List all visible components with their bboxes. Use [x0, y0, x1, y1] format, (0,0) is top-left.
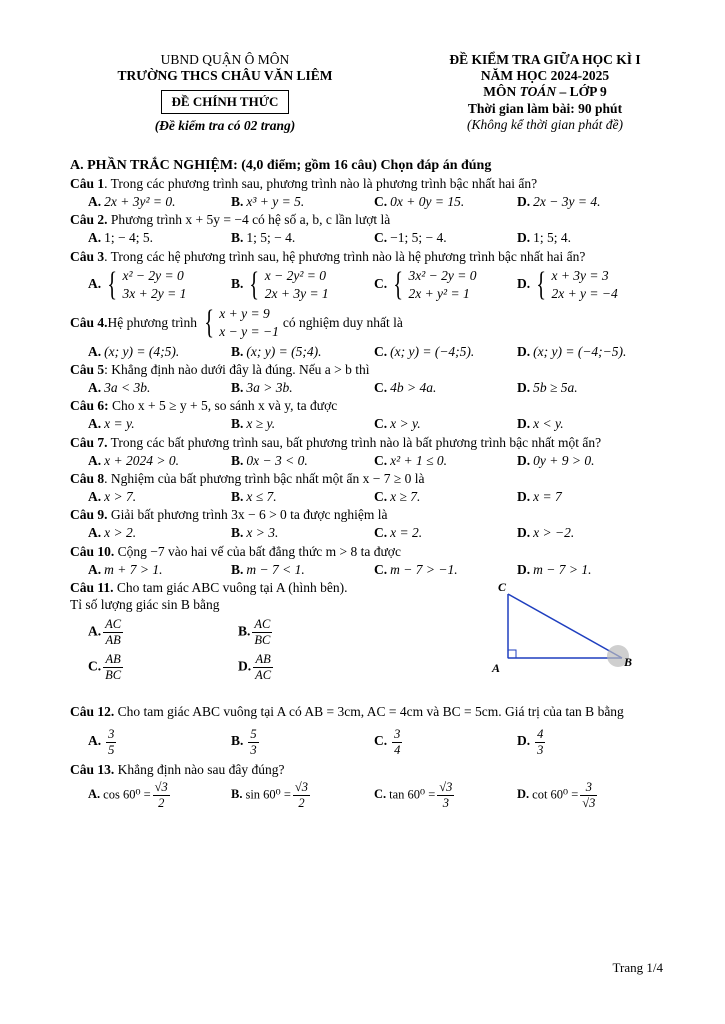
option-a[interactable]: A. $\frac{AC}{AB}$ [88, 617, 122, 648]
options-q7 [70, 453, 660, 469]
option-d[interactable]: D. m − 7 > 1. [517, 561, 592, 577]
subject-name: TOÁN [519, 84, 557, 100]
option-c[interactable]: C. 4b > 4a. [374, 379, 437, 395]
options-q12 [70, 727, 660, 758]
options-q9 [70, 525, 660, 541]
question-1 [70, 176, 660, 192]
brace-icon: { [204, 304, 215, 342]
option-b[interactable]: B. 1; 5; − 4. [231, 230, 296, 246]
equation-system: { x + y = 9 x − y = −1 [204, 304, 279, 342]
option-a[interactable]: A. 3a < 3b. [88, 379, 151, 395]
school-name: TRƯỜNG THCS CHÂU VĂN LIÊM [117, 68, 333, 84]
options-q4 [70, 344, 660, 360]
question-6 [70, 398, 660, 414]
section-heading: A. PHẦN TRẮC NGHIỆM: (4,0 điểm; gồm 16 câu) Chọn đáp án đúng [70, 158, 492, 173]
subject-suffix: – LỚP 9 [556, 84, 607, 100]
header-left [100, 52, 350, 134]
option-d[interactable]: D. $\frac{AB}{AC}$ [238, 652, 272, 683]
options-q5 [70, 380, 660, 396]
option-c[interactable]: C. −1; 5; − 4. [374, 230, 447, 246]
option-c[interactable]: C. $\frac{AB}{BC}$ [88, 652, 122, 683]
option-b[interactable]: B. x ≥ y. [231, 416, 276, 432]
district: UBND QUẬN Ô MÔN [160, 52, 290, 67]
option-a[interactable]: A. cos 60⁰ = $\frac{√3}{2}$ [88, 779, 168, 810]
question-label: Câu 8 [70, 470, 105, 486]
option-c[interactable]: C. $\frac{3}{4}$ [374, 726, 401, 757]
subject-prefix: MÔN [483, 84, 520, 100]
question-text: Trong các bất phương trình sau, bất phương trình nào là bất phương trình bậc nhất một ẩn? [107, 434, 602, 450]
option-a[interactable]: A. x + 2024 > 0. [88, 452, 179, 468]
option-d[interactable]: D. 2x − 3y = 4. [517, 193, 601, 209]
options-q2 [70, 230, 660, 246]
question-label: Câu 4. [70, 315, 108, 331]
options-q10 [70, 562, 660, 578]
question-3 [70, 249, 660, 265]
pages-note: (Đề kiểm tra có 02 trang) [154, 117, 296, 133]
brace-icon: { [536, 265, 547, 303]
exam-content [70, 158, 660, 813]
side-cb [508, 594, 622, 658]
question-text: Hệ phương trình [107, 315, 197, 331]
option-a[interactable]: A. m + 7 > 1. [88, 561, 163, 577]
option-c[interactable]: C. { 3x² − 2y = 0 2x + y² = 1 [374, 265, 477, 303]
option-b[interactable]: B. 0x − 3 < 0. [231, 452, 308, 468]
question-label: Câu 3 [70, 248, 105, 264]
option-a[interactable]: A. x = y. [88, 416, 135, 432]
question-label: Câu 5 [70, 361, 105, 377]
label-b: B [624, 655, 633, 670]
question-label: Câu 13. [70, 761, 115, 777]
question-label: Câu 9. [70, 507, 108, 523]
option-d[interactable]: D. x > −2. [517, 525, 575, 541]
question-13 [70, 762, 660, 778]
right-angle-mark [508, 650, 516, 658]
question-label: Câu 6: [70, 398, 109, 414]
question-text: . Trong các hệ phương trình sau, hệ phương trình nào là hệ phương trình bậc nhất hai ẩn? [104, 248, 586, 264]
option-b[interactable]: B. x³ + y = 5. [231, 193, 305, 209]
option-c[interactable]: C. m − 7 > −1. [374, 561, 458, 577]
label-a: A [492, 661, 501, 676]
option-a[interactable]: A. 2x + 3y² = 0. [88, 193, 176, 209]
label-c: C [498, 580, 507, 595]
question-label: Câu 10. [70, 543, 115, 559]
time-note: (Không kể thời gian phát đề) [466, 116, 624, 132]
options-q11-row1 [70, 617, 388, 648]
question-5 [70, 362, 660, 378]
option-a[interactable]: A. (x; y) = (4;5). [88, 343, 180, 359]
question-text: Cộng −7 vào hai vế của bất đẳng thức m > 8 ta được [114, 543, 401, 559]
option-a[interactable]: A. { x² − 2y = 0 3x + 2y = 1 [88, 265, 187, 303]
question-11-block [70, 580, 660, 698]
options-q13 [70, 780, 660, 811]
brace-icon: { [107, 265, 118, 303]
option-b[interactable]: B. 3a > 3b. [231, 379, 293, 395]
brace-icon: { [393, 265, 404, 303]
question-8 [70, 471, 660, 487]
option-b[interactable]: B. { x − 2y² = 0 2x + 3y = 1 [231, 265, 329, 303]
question-7 [70, 435, 660, 451]
option-b[interactable]: B. x > 3. [231, 525, 279, 541]
question-11-text2: Tỉ số lượng giác sin B bằng [70, 597, 220, 613]
option-a[interactable]: A. x > 2. [88, 525, 137, 541]
options-q1 [70, 194, 660, 210]
question-label: Câu 11. [70, 580, 114, 596]
option-d[interactable]: D. 5b ≥ 5a. [517, 379, 578, 395]
question-4 [70, 305, 660, 341]
option-d[interactable]: D. cot 60⁰ = $\frac{3}{√3}$ [517, 779, 596, 810]
question-label: Câu 7. [70, 434, 108, 450]
option-d[interactable]: D. (x; y) = (−4;−5). [517, 343, 627, 359]
question-label: Câu 12. [70, 704, 115, 720]
option-b[interactable]: B. sin 60⁰ = $\frac{√3}{2}$ [231, 779, 308, 810]
page-number: Trang 1/4 [612, 960, 663, 975]
question-label: Câu 1 [70, 175, 105, 191]
option-c[interactable]: C. x² + 1 ≤ 0. [374, 452, 448, 468]
header-right [400, 52, 690, 133]
option-c[interactable]: C. x = 2. [374, 525, 423, 541]
option-b[interactable]: B. x ≤ 7. [231, 489, 277, 505]
question-10 [70, 544, 660, 560]
subject [400, 84, 690, 100]
option-c[interactable]: C. (x; y) = (−4;5). [374, 343, 475, 359]
exam-title: ĐỀ KIỂM TRA GIỮA HỌC KÌ I [449, 52, 641, 67]
question-text: Cho x + 5 ≥ y + 5, so sánh x và y, ta được [108, 398, 338, 414]
option-c[interactable]: C. x > y. [374, 416, 421, 432]
option-a[interactable]: A. x > 7. [88, 489, 137, 505]
option-d[interactable]: D. { x + 3y = 3 2x + y = −4 [517, 265, 618, 303]
option-c[interactable]: C. x ≥ 7. [374, 489, 421, 505]
exam-time: Thời gian làm bài: 90 phút [467, 100, 623, 116]
question-label: Câu 2. [70, 212, 108, 228]
question-2 [70, 212, 660, 228]
question-12 [70, 699, 660, 725]
question-text: Cho tam giác ABC vuông tại A có AB = 3cm, AC = 4cm và BC = 5cm. Giá trị của tan B bằng [114, 704, 624, 720]
option-c[interactable]: C. 0x + 0y = 15. [374, 193, 465, 209]
option-d[interactable]: D. $\frac{4}{3}$ [517, 726, 544, 757]
option-b[interactable]: B. m − 7 < 1. [231, 561, 305, 577]
question-9 [70, 507, 660, 523]
option-d[interactable]: D. 0y + 9 > 0. [517, 452, 595, 468]
option-b[interactable]: B. (x; y) = (5;4). [231, 343, 322, 359]
question-text: . Nghiệm của bất phương trình bậc nhất một ẩn x − 7 ≥ 0 là [104, 470, 425, 486]
question-text: Phương trình x + 5y = −4 có hệ số a, b, c lần lượt là [107, 212, 391, 228]
option-a[interactable]: A. $\frac{3}{5}$ [88, 726, 115, 757]
equation-system: { x² − 2y = 0 3x + 2y = 1 [107, 265, 187, 303]
option-a[interactable]: A. 1; − 4; 5. [88, 230, 153, 246]
option-c[interactable]: C. tan 60⁰ = $\frac{√3}{3}$ [374, 779, 453, 810]
question-text: : Khẳng định nào dưới đây là đúng. Nếu a > b thì [104, 361, 370, 377]
official-badge: ĐỀ CHÍNH THỨC [161, 90, 290, 114]
equation-system: { 3x² − 2y = 0 2x + y² = 1 [393, 265, 477, 303]
school-year: NĂM HỌC 2024-2025 [480, 68, 610, 84]
option-d[interactable]: D. x < y. [517, 416, 564, 432]
question-text: Giải bất phương trình 3x − 6 > 0 ta được nghiệm là [107, 507, 388, 523]
question-text: Khẳng định nào sau đây đúng? [114, 761, 285, 777]
option-d[interactable]: D. 1; 5; 4. [517, 230, 572, 246]
question-text: . Trong các phương trình sau, phương trình nào là phương trình bậc nhất hai ẩn? [104, 175, 538, 191]
question-text: có nghiệm duy nhất là [282, 315, 403, 331]
equation-system: { x + 3y = 3 2x + y = −4 [536, 265, 618, 303]
brace-icon: { [249, 265, 260, 303]
options-q6 [70, 416, 660, 432]
options-q11-row2 [70, 652, 388, 683]
option-b[interactable]: B. $\frac{5}{3}$ [231, 726, 257, 757]
option-d[interactable]: D. x = 7 [517, 489, 562, 505]
options-q3 [70, 267, 660, 303]
option-b[interactable]: B. $\frac{AC}{BC}$ [238, 617, 271, 648]
options-q8 [70, 489, 660, 505]
equation-system: { x − 2y² = 0 2x + 3y = 1 [249, 265, 329, 303]
question-text: Cho tam giác ABC vuông tại A (hình bên). [113, 580, 348, 596]
triangle-figure [490, 580, 640, 680]
